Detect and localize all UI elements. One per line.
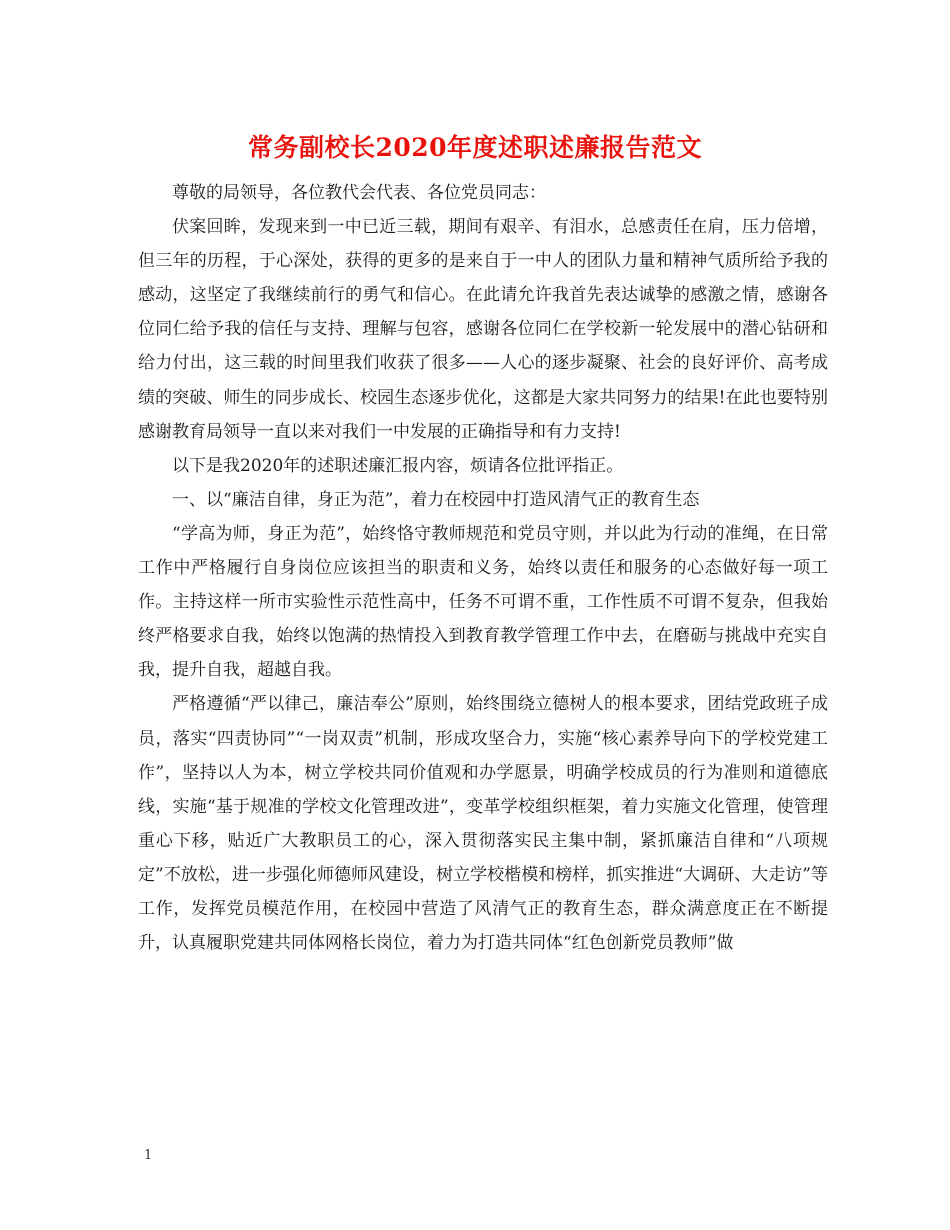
paragraph-salutation: 尊敬的局领导，各位教代会代表、各位党员同志： — [172, 183, 546, 203]
document-title: 常务副校长2020年度述职述廉报告范文 — [247, 133, 703, 162]
document-body — [138, 176, 828, 960]
paragraph-section-1b: 严格遵循“严以律己，廉洁奉公”原则，始终围绕立德树人的根本要求，团结党政班子成员，落实“四责协同”“一岗双责”机制，形成攻坚合力，实施“核心素养导向下的学校党建工作”，坚持以人为本，树立学校共同价值观和办学愿景，明确学校成员的行为准则和道德底线，实施“基于规准的学校文化管理改进”，变革学校组织框架，着力实施文化管理，使管理重心下移，贴近广大教职员工的心，深入贯彻落实民主集中制，紧抓廉洁自律和“八项规定”不放松，进一步强化师德师风建设，树立学校楷模和榜样，抓实推进“大调研、大走访”等工作，发挥党员模范作用，在校园中营造了风清气正的教育生态，群众满意度正在不断提升，认真履职党建共同体网格长岗位，着力为打造共同体“红色创新党员教师”做 — [138, 694, 828, 954]
page-number: 1 — [144, 1148, 153, 1163]
paragraph-report-note: 以下是我2020年的述职述廉汇报内容，烦请各位批评指正。 — [172, 455, 624, 476]
paragraph-section-1a: “学高为师，身正为范”，始终恪守教师规范和党员守则，并以此为行动的准绳，在日常工作中严格履行自身岗位应该担当的职责和义务，始终以责任和服务的心态做好每一项工作。主持这样一所市实验性示范性高中，任务不可谓不重，工作性质不可谓不复杂，但我始终严格要求自我，始终以饱满的热情投入到教育教学管理工作中去，在磨砺与挑战中充实自我，提升自我，超越自我。 — [138, 523, 828, 681]
paragraph-intro: 伏案回眸，发现来到一中已近三载，期间有艰辛、有泪水，总感责任在肩，压力倍增，但三年的历程，于心深处，获得的更多的是来自于一中人的团队力量和精神气质所给予我的感动，这坚定了我继续前行的勇气和信心。在此请允许我首先表达诚挚的感激之情，感谢各位同仁给予我的信任与支持、理解与包容，感谢各位同仁在学校新一轮发展中的潜心钻研和给力付出，这三载的时间里我们收获了很多——人心的逐步凝聚、社会的良好评价、高考成绩的突破、师生的同步成长、校园生态逐步优化，这都是大家共同努力的结果!在此也要特别感谢教育局领导一直以来对我们一中发展的正确指导和有力支持! — [138, 217, 828, 442]
section-heading-1: 一、以“廉洁自律，身正为范”，着力在校园中打造风清气正的教育生态 — [172, 489, 700, 510]
